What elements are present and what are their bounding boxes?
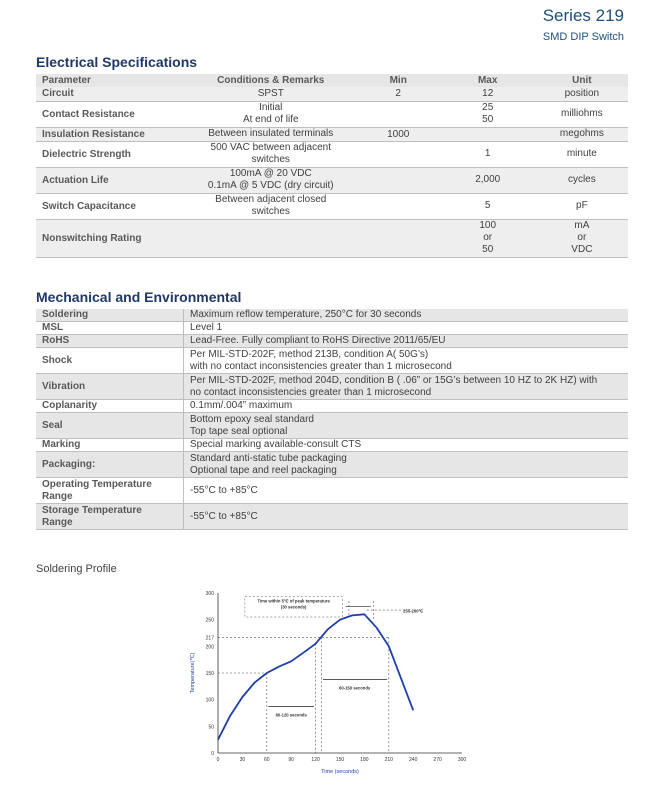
x-tick-label: 0 [216,757,220,763]
y-tick-label: 50 [208,724,214,731]
cell-line: milliohms [561,108,603,119]
series-title: Series 219 [542,6,624,25]
column-header: Conditions & Remarks [185,74,357,87]
parameter-cell: Insulation Resistance [36,127,185,141]
table-row [36,167,628,193]
cell-line: -55°C to +85°C [190,510,258,522]
table-row [36,322,628,335]
y-tick-label: 300 [205,591,214,597]
annotation-peak-time: Time within 5℃ of peak temperature [257,598,330,604]
parameter-cell: Nonswitching Rating [36,219,185,257]
conditions-cell [185,141,357,167]
mech-label-cell [36,400,184,413]
mech-label-cell [36,452,184,478]
x-tick-label: 30 [239,757,246,763]
mech-label-cell [36,504,184,530]
cell-line: or [483,232,493,243]
cell-line: minute [566,148,597,159]
conditions-cell [185,101,357,127]
x-tick-label: 240 [409,757,418,763]
cell-line: pF [576,200,588,211]
cell-line: Between insulated terminals [208,128,334,139]
product-subtitle: SMD DIP Switch [542,31,624,43]
mech-value-cell [184,452,629,478]
table-row [36,141,628,167]
cell-line: switches [251,206,290,217]
cell-line: 2,000 [475,174,501,185]
cell-line: Seal [42,419,63,431]
mech-label-cell [36,478,184,504]
cell-line: Storage Temperature [42,504,142,516]
mech-value-cell [184,374,629,400]
table-row [36,348,628,374]
cell-line: Packaging: [42,458,96,470]
unit-cell [536,219,628,257]
column-header: Min [357,74,440,87]
table-row [36,374,628,400]
y-tick-label: 0 [211,751,214,757]
y-tick-label: 250 [205,617,214,624]
cell-line: no contact inconsistencies greater than 1 microsecond [190,386,432,398]
unit-cell [536,141,628,167]
x-axis-label: Time (seconds) [321,769,359,775]
cell-line: with no contact inconsistencies greater than 1 microsecond [190,360,452,372]
cell-line: Level 1 [190,322,223,333]
x-tick-label: 180 [360,757,369,763]
table-row [36,478,628,504]
cell-line: 0.1mA @ 5 VDC (dry circuit) [207,180,334,191]
conditions-cell [185,219,357,257]
mech-label-cell [36,374,184,400]
parameter-cell: Contact Resistance [36,101,185,127]
unit-cell [536,167,628,193]
conditions-cell [185,127,357,141]
x-tick-label: 270 [433,757,442,763]
electrical-spec-table [36,74,628,258]
cell-line: switches [251,154,290,165]
cell-line: Lead-Free. Fully compliant to RoHS Directive 2011/65/EU [190,335,446,346]
mech-value-cell [184,322,629,335]
cell-line: 0.1mm/.004” maximum [190,400,293,411]
unit-cell [536,193,628,219]
cell-line: SPST [257,87,284,99]
table-row [36,400,628,413]
cell-line: Maximum reflow temperature, 250°C for 30 seconds [190,309,422,320]
cell-line: 12 [482,87,494,99]
cell-line: -55°C to +85°C [190,484,258,496]
cell-line: Between adjacent closed [215,194,327,205]
x-tick-label: 120 [311,757,320,763]
cell-line: Per MIL-STD-202F, method 204D, condition B ( .06” or 15G’s between 10 HZ to 2K HZ) with [190,374,598,386]
cell-line: 1 [484,148,491,159]
cell-line: 100mA @ 20 VDC [229,168,312,179]
soldering-profile-chart [180,585,480,781]
mech-label-cell [36,413,184,439]
cell-line: Top tape seal optional [190,425,288,437]
table-row [36,335,628,348]
cell-line: Per MIL-STD-202F, method 213B, condition A( 50G’s) [190,348,429,360]
cell-line: or [577,232,587,243]
annotation-peak-sub: (30 seconds) [280,604,307,610]
annotation-60-120: 60-120 seconds [275,712,307,718]
max-cell [440,141,536,167]
parameter-cell: Dielectric Strength [36,141,185,167]
mech-value-cell [184,439,629,452]
mech-label-cell [36,309,184,322]
mech-value-cell [184,348,629,374]
column-header: Parameter [36,74,185,87]
min-cell [357,219,440,257]
conditions-cell [185,193,357,219]
parameter-cell: Switch Capacitance [36,193,185,219]
table-row [36,439,628,452]
cell-line: 50 [482,114,494,125]
cell-line: RoHS [42,335,70,346]
mech-label-cell [36,439,184,452]
table-row [36,219,628,257]
mech-value-cell [184,504,629,530]
table-row [36,309,628,322]
cell-line: Standard anti-static tube packaging [190,452,347,464]
cell-line: Vibration [42,380,86,392]
conditions-cell [185,167,357,193]
annotation-60-150: 60-150 seconds [339,685,371,691]
parameter-cell: Actuation Life [36,167,185,193]
max-cell [440,167,536,193]
cell-line: VDC [571,244,593,255]
table-row [36,452,628,478]
annotation-peak-temp: 255-260℃ [403,608,424,614]
parameter-cell: Circuit [36,87,185,101]
cell-line: Soldering [42,309,89,320]
y-tick-label: 200 [205,644,214,651]
max-cell [440,193,536,219]
min-cell [357,193,440,219]
cell-line: position [564,87,600,99]
mech-label-cell [36,322,184,335]
cell-line: 25 [482,102,494,113]
x-tick-label: 210 [384,757,393,763]
cell-line: mA [574,220,590,231]
cell-line: Optional tape and reel packaging [190,464,337,476]
table-row [36,413,628,439]
cell-line: megohms [559,128,604,139]
cell-line: Initial [259,102,283,113]
unit-cell [536,101,628,127]
column-header: Unit [536,74,628,87]
mech-value-cell [184,309,629,322]
max-cell [440,219,536,257]
cell-line: At end of life [242,114,299,125]
min-cell: 2 [357,87,440,101]
x-tick-label: 60 [264,757,270,763]
cell-line: 100 [479,220,497,231]
x-tick-label: 90 [288,757,294,763]
table-row [36,127,628,141]
cell-line: Shock [42,354,73,366]
mech-label-cell [36,335,184,348]
conditions-cell [185,87,357,101]
cell-line: Operating Temperature [42,478,152,490]
unit-cell [536,127,628,141]
max-cell [440,101,536,127]
min-cell [357,101,440,127]
x-tick-label: 300 [457,757,467,763]
min-cell [357,167,440,193]
cell-line: Bottom epoxy seal standard [190,413,314,425]
table-row [36,101,628,127]
mech-value-cell [184,413,629,439]
cell-line: Special marking available-consult CTS [190,439,362,450]
y-tick-label: 150 [205,671,214,677]
mechanical-section-title: Mechanical and Environmental [36,289,242,305]
unit-cell [536,87,628,101]
table-row [36,504,628,530]
y-axis-label: Temperature(℃) [190,652,196,694]
table-row [36,193,628,219]
min-cell: 1000 [357,127,440,141]
y-tick-label: 100 [205,697,214,704]
cell-line: Marking [42,439,81,450]
electrical-section-title: Electrical Specifications [36,54,198,70]
cell-line: Range [42,516,73,528]
min-cell [357,141,440,167]
mech-value-cell [184,400,629,413]
mech-value-cell [184,478,629,504]
cell-line: 5 [484,200,491,211]
cell-line: cycles [567,174,596,185]
table-row [36,87,628,101]
column-header: Max [440,74,536,87]
mech-label-cell [36,348,184,374]
x-tick-label: 150 [335,757,345,763]
max-cell [440,87,536,101]
y-tick-label-217: 217 [205,635,214,642]
cell-line: Range [42,490,73,502]
mech-value-cell [184,335,629,348]
max-cell [440,127,536,141]
soldering-profile-title: Soldering Profile [36,563,117,575]
cell-line: Coplanarity [42,400,98,411]
cell-line: 500 VAC between adjacent [210,142,331,153]
cell-line: MSL [42,322,64,333]
mechanical-spec-table [36,309,628,530]
cell-line: 50 [482,244,494,255]
